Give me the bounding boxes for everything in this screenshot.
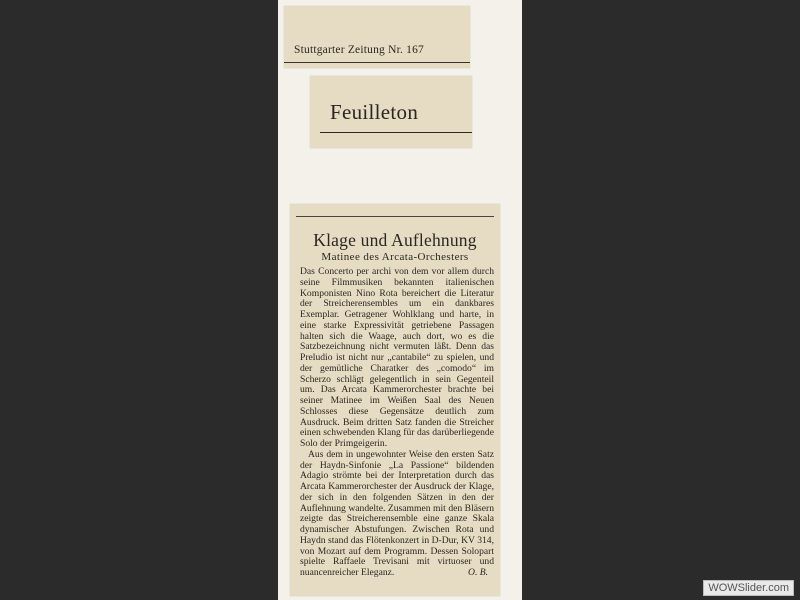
watermark-badge[interactable]: WOWSlider.com <box>703 580 794 596</box>
masthead-rule <box>284 62 470 63</box>
author-signature: O. B. <box>468 567 488 578</box>
masthead: Stuttgarter Zeitung Nr. 167 <box>294 44 424 56</box>
article-headline: Klage und Auflehnung <box>313 230 477 250</box>
section-title: Feuilleton <box>330 100 419 124</box>
section-clipping <box>310 76 472 148</box>
article-clipping <box>290 204 500 596</box>
article-paragraph <box>300 450 494 579</box>
masthead-clipping <box>284 6 470 68</box>
article-body <box>300 267 494 579</box>
article-top-rule <box>296 216 494 217</box>
article-paragraph-text: Aus dem in ungewohnter Weise den ersten Satz der Haydn-Sinfonie „La Passione“ bildenden Adagio strömte bei der Interpretation durch das Arcata Kammerorchester der Ausdruck der Klage, der sich in den folgenden Sätzen in den der Auflehnung wandelte. Zusammen mit den Bläsern zeigte das Streicherensemble eine ganze Skala dynamischer Abstufungen. Zwischen Rota und Haydn stand das Flötenkonzert in D-Dur, KV 314, von Mozart auf dem Programm. Dessen Solopart spielte Raffaele Trevisani mit virtuoser und nuancenreicher Eleganz. <box>300 448 494 578</box>
article-paragraph: Das Concerto per archi von dem vor allem durch seine Filmmusiken bekannten italienischen Komponisten Nino Rota bereichert die Literatur der Streicherensembles um ein dankbares Exemplar. Getragener Wohlklang und harte, in eine starke Expressivität getriebene Passagen halten sich die Waage, auch dort, wo es die Satzbezeichnung nicht vermuten läßt. Denn das Preludio ist nicht nur „cantabile“ zu spielen, und der gemütliche Charatker des „comodo“ im Scherzo schlägt gelegentlich in sein Gegenteil um. Das Arcata Kammerorchester brachte bei seiner Matinee im Weißen Saal des Neuen Schlosses diese Gegensätze deutlich zum Ausdruck. Beim dritten Satz fanden die Streicher einen schwebenden Klang für das darüberliegende Solo der Primgeigerin. <box>300 266 494 449</box>
article-subheadline: Matinee des Arcata-Orchesters <box>321 251 469 263</box>
section-rule <box>320 132 472 133</box>
